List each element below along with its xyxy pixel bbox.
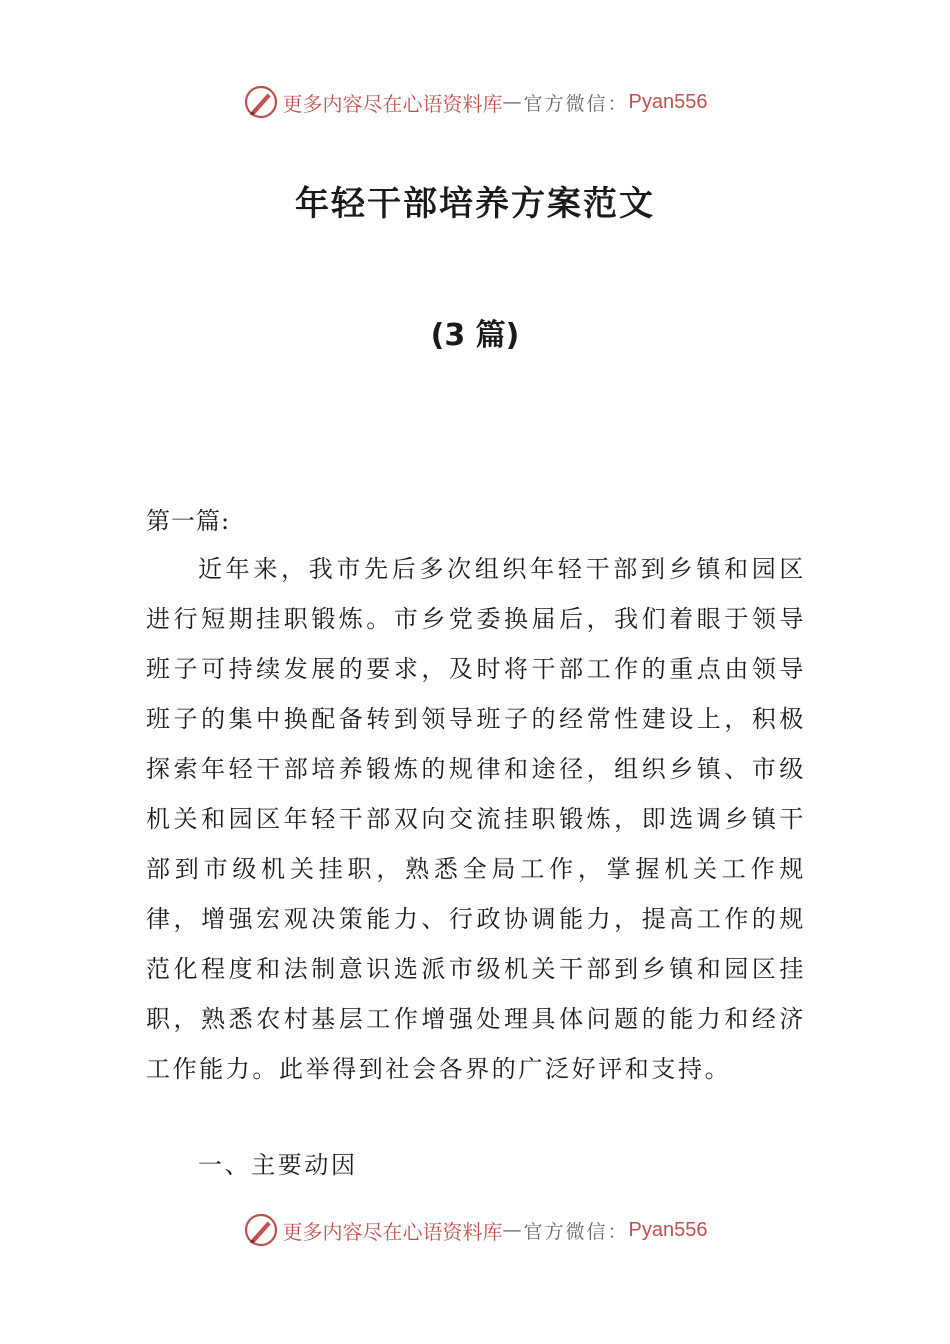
pen-logo-icon — [243, 1212, 279, 1248]
pen-logo-icon — [243, 84, 279, 120]
banner-dash: — — [502, 91, 524, 113]
banner-official-label: 官方微信： — [523, 92, 629, 115]
section-label: 第一篇: — [146, 507, 231, 535]
banner-dash: — — [502, 1219, 524, 1241]
banner-brand-text: 更多内容尽在心语资料库 — [282, 1219, 503, 1244]
header-watermark-banner — [0, 82, 950, 122]
body-paragraph: 近年来，我市先后多次组织年轻干部到乡镇和园区进行短期挂职锻炼。市乡党委换届后，我们着眼于领导班子可持续发展的要求，及时将干部工作的重点由领导班子的集中换配备转到领导班子的经常性建设上，积极探索年轻干部培养锻炼的规律和途径，组织乡镇、市级机关和园区年轻干部双向交流挂职锻炼，即选调乡镇干部到市级机关挂职，熟悉全局工作，掌握机关工作规律，增强宏观决策能力、行政协调能力，提高工作的规范化程度和法制意识选派市级机关干部到乡镇和园区挂职，熟悉农村基层工作增强处理具体问题的能力和经济工作能力。此举得到社会各界的广泛好评和支持。 — [146, 555, 806, 1083]
section-heading: 一、主要动因 — [198, 1151, 358, 1179]
banner-official-label: 官方微信： — [523, 1220, 629, 1243]
footer-watermark-banner — [0, 1210, 950, 1250]
document-title: 年轻干部培养方案范文 — [295, 184, 655, 224]
banner-wechat-id: Pyan556 — [628, 90, 708, 113]
document-subtitle: (3 篇) — [430, 318, 520, 353]
banner-brand-text: 更多内容尽在心语资料库 — [282, 91, 503, 116]
banner-wechat-id: Pyan556 — [628, 1218, 708, 1241]
